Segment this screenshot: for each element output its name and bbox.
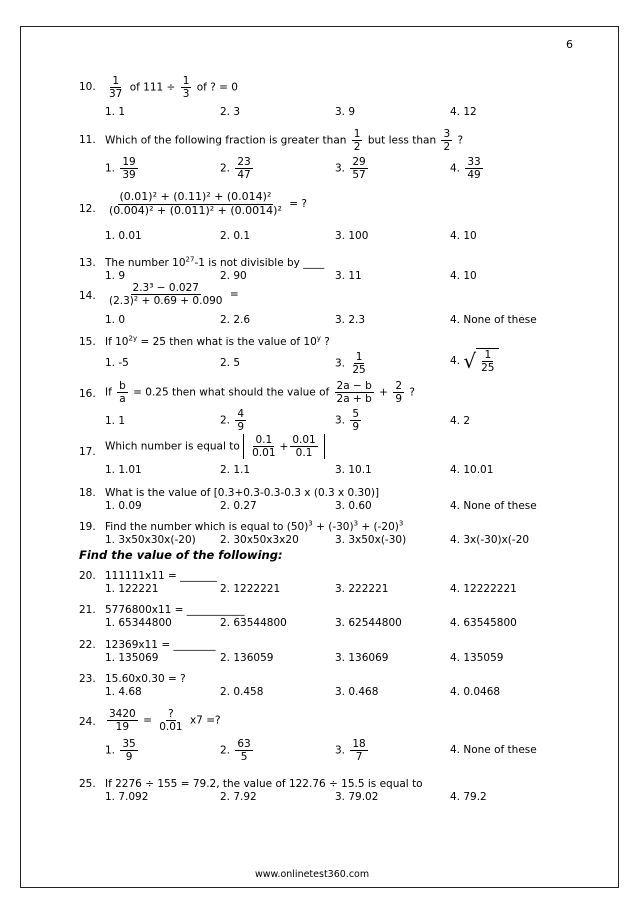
denominator: 39 xyxy=(122,169,136,182)
numerator: 19 xyxy=(122,156,136,168)
option-label: 1. xyxy=(105,162,116,175)
fraction xyxy=(441,128,452,153)
denominator: 0.1 xyxy=(295,447,313,460)
question-number: 10. xyxy=(79,81,96,93)
denominator: 0.01 xyxy=(159,721,183,734)
text: If 10 xyxy=(105,336,129,348)
denominator: 9 xyxy=(395,393,402,406)
option-3: 3. 62544800 xyxy=(335,617,402,629)
option-2: 2. 90 xyxy=(220,270,247,282)
option-1 xyxy=(105,738,140,763)
numerator: (0.01)² + (0.11)² + (0.014)² xyxy=(119,190,272,203)
denominator: 37 xyxy=(109,88,123,101)
option-4: 4. 3x(-30)x(-20 xyxy=(450,534,530,546)
option-3 xyxy=(335,351,370,376)
text: ? xyxy=(457,134,464,147)
option-3: 3. 10.1 xyxy=(335,464,372,476)
option-label: 3. xyxy=(335,414,346,427)
text: = xyxy=(229,288,239,301)
option-label: 4. xyxy=(450,355,461,368)
numerator: 33 xyxy=(467,156,481,168)
numerator: 1 xyxy=(182,75,190,87)
option-2: 2. 0.458 xyxy=(220,686,264,698)
option-4: 4. 135059 xyxy=(450,652,504,664)
question-text xyxy=(105,75,238,100)
question-number: 13. xyxy=(79,257,96,269)
numerator: 18 xyxy=(352,738,366,750)
question-text: 15.60x0.30 = ? xyxy=(105,673,186,685)
superscript: 2y xyxy=(128,334,138,343)
question-text xyxy=(105,282,239,307)
option-label: 2. xyxy=(220,414,231,427)
option-4: 4. None of these xyxy=(450,314,537,326)
fraction xyxy=(157,708,184,733)
option-4: 4. 0.0468 xyxy=(450,686,501,698)
numerator: 5 xyxy=(352,408,360,420)
numerator: 1 xyxy=(112,75,120,87)
superscript: y xyxy=(316,334,321,343)
denominator: 2 xyxy=(443,141,451,154)
option-label: 2. xyxy=(220,744,231,757)
option-4: 4. 10.01 xyxy=(450,464,494,476)
option-3: 3. 136069 xyxy=(335,652,389,664)
text: = 25 then what is the value of 10 xyxy=(140,336,317,348)
option-3: 3. 100 xyxy=(335,230,369,242)
numerator: 35 xyxy=(122,738,136,750)
option-2: 2. 2.6 xyxy=(220,314,251,326)
text: of ? = 0 xyxy=(196,81,238,94)
option-3: 3. 79.02 xyxy=(335,791,379,803)
question-text xyxy=(105,434,325,459)
denominator: 9 xyxy=(125,751,133,764)
question-number: 24. xyxy=(79,716,96,728)
numerator: 23 xyxy=(237,156,251,168)
option-1: 1. 1 xyxy=(105,415,126,427)
fraction xyxy=(290,434,317,459)
option-2: 2. 30x50x3x20 xyxy=(220,534,299,546)
option-3 xyxy=(335,408,363,433)
question-text xyxy=(105,380,415,405)
fraction xyxy=(107,708,138,733)
fraction xyxy=(352,128,363,153)
option-2: 2. 3 xyxy=(220,106,241,118)
denominator: 49 xyxy=(467,169,481,182)
option-4 xyxy=(450,156,485,181)
fraction xyxy=(107,282,225,307)
superscript: 3 xyxy=(398,519,404,528)
numerator: 63 xyxy=(237,738,251,750)
denominator: (0.004)² + (0.011)² + (0.0014)² xyxy=(109,203,282,217)
question-text: If 2276 ÷ 155 = 79.2, the value of 122.76 ÷ 15.5 is equal to xyxy=(105,778,423,790)
option-3: 3. 11 xyxy=(335,270,362,282)
option-3: 3. 222221 xyxy=(335,583,389,595)
option-3: 3. 2.3 xyxy=(335,314,366,326)
option-3: 3. 0.60 xyxy=(335,500,372,512)
denominator: 25 xyxy=(352,364,366,377)
option-2: 2. 7.92 xyxy=(220,791,257,803)
numerator: b xyxy=(119,380,126,392)
option-label: 2. xyxy=(220,162,231,175)
numerator: 1 xyxy=(484,349,492,361)
option-2: 2. 5 xyxy=(220,357,241,369)
question-number: 20. xyxy=(79,570,96,582)
option-3 xyxy=(335,156,370,181)
numerator: 1 xyxy=(355,351,363,363)
option-1: 1. 9 xyxy=(105,270,126,282)
fraction xyxy=(117,380,128,405)
question-number: 18. xyxy=(79,487,96,499)
option-2: 2. 0.27 xyxy=(220,500,257,512)
numerator: 2a − b xyxy=(336,380,372,392)
numerator: ? xyxy=(168,708,174,720)
option-4: 4. 12222221 xyxy=(450,583,517,595)
text: Which number is equal to xyxy=(105,440,240,453)
text: ? xyxy=(324,336,330,348)
question-text xyxy=(105,336,330,348)
denominator: 9 xyxy=(352,421,360,434)
option-4: 4. 10 xyxy=(450,270,477,282)
superscript: 3 xyxy=(353,519,359,528)
text: Find the number which is equal to (50) xyxy=(105,521,309,533)
option-1: 1. 0 xyxy=(105,314,126,326)
denominator: 25 xyxy=(481,362,495,375)
option-label: 4. xyxy=(450,162,461,175)
numerator: 0.01 xyxy=(292,434,316,446)
denominator: 57 xyxy=(352,169,366,182)
numerator: 1 xyxy=(353,128,361,140)
question-text xyxy=(105,191,307,217)
text: ? xyxy=(409,386,415,399)
question-number: 21. xyxy=(79,604,96,616)
fraction xyxy=(181,75,192,100)
text: x7 =? xyxy=(189,714,221,727)
denominator: (2.3)² + 0.69 + 0.090 xyxy=(109,295,223,308)
numerator: 0.1 xyxy=(255,434,273,446)
option-2: 2. 0.1 xyxy=(220,230,251,242)
option-1: 1. 7.092 xyxy=(105,791,149,803)
text: -1 is not divisible by ____ xyxy=(194,257,325,269)
option-label: 1. xyxy=(105,744,116,757)
option-2 xyxy=(220,156,255,181)
text: Which of the following fraction is greater than xyxy=(105,134,347,147)
square-root: √ $\frac{1}{25}$ xyxy=(463,348,498,374)
question-number: 11. xyxy=(79,134,96,146)
option-4 xyxy=(450,348,499,374)
option-2: 2. 1.1 xyxy=(220,464,251,476)
denominator: 0.01 xyxy=(252,447,276,460)
denominator: 47 xyxy=(237,169,251,182)
option-3: 3. 9 xyxy=(335,106,356,118)
denominator: 3 xyxy=(182,88,190,101)
question-text: 5776800x11 = ___________ xyxy=(105,604,245,616)
option-4: 4. 63545800 xyxy=(450,617,517,629)
question-number: 22. xyxy=(79,639,96,651)
option-4: 4. 2 xyxy=(450,415,471,427)
option-3: 3. 0.468 xyxy=(335,686,379,698)
operator: + xyxy=(279,440,289,453)
option-4: 4. 79.2 xyxy=(450,791,487,803)
numerator: 3420 xyxy=(109,708,136,720)
option-4: 4. 10 xyxy=(450,230,477,242)
question-number: 12. xyxy=(79,203,96,215)
option-1: 1. 135069 xyxy=(105,652,159,664)
option-4: 4. None of these xyxy=(450,500,537,512)
page-number: 6 xyxy=(566,38,573,51)
option-1: 1. 1.01 xyxy=(105,464,142,476)
denominator: 7 xyxy=(355,751,363,764)
denominator: 2a + b xyxy=(336,393,372,406)
text: = ? xyxy=(289,198,307,211)
question-number: 17. xyxy=(79,446,96,458)
question-text xyxy=(105,128,463,153)
option-2 xyxy=(220,738,255,763)
option-1: 1. 122221 xyxy=(105,583,159,595)
text: If xyxy=(105,386,112,399)
option-2: 2. 63544800 xyxy=(220,617,287,629)
option-1: 1. 1 xyxy=(105,106,126,118)
question-number: 15. xyxy=(79,336,96,348)
option-4: 4. 12 xyxy=(450,106,477,118)
option-2: 2. 136059 xyxy=(220,652,274,664)
denominator: 19 xyxy=(115,721,130,734)
denominator: a xyxy=(119,393,126,406)
option-1 xyxy=(105,156,140,181)
question-number: 19. xyxy=(79,521,96,533)
option-1: 1. 0.09 xyxy=(105,500,142,512)
option-label: 3. xyxy=(335,357,346,370)
denominator: 9 xyxy=(237,421,245,434)
question-number: 23. xyxy=(79,673,96,685)
superscript: 27 xyxy=(185,255,195,264)
fraction xyxy=(107,75,124,100)
question-number: 16. xyxy=(79,388,96,400)
denominator: 2 xyxy=(353,141,361,154)
text: + (-20) xyxy=(361,521,399,533)
option-1: 1. 4.68 xyxy=(105,686,142,698)
question-number: 25. xyxy=(79,778,96,790)
fraction xyxy=(393,380,404,405)
text: The number 10 xyxy=(105,257,186,269)
question-text: 111111x11 = _______ xyxy=(105,570,217,582)
numerator: 3 xyxy=(443,128,451,140)
numerator: 4 xyxy=(237,408,245,420)
option-1: 1. 0.01 xyxy=(105,230,142,242)
superscript: 3 xyxy=(308,519,313,528)
operator: = xyxy=(143,714,152,727)
question-text: 12369x11 = ________ xyxy=(105,639,216,651)
option-1: 1. 3x50x30x(-20) xyxy=(105,534,196,546)
option-label: 3. xyxy=(335,744,346,757)
option-4: 4. None of these xyxy=(450,744,537,756)
fraction xyxy=(107,191,284,217)
numerator: 2 xyxy=(395,380,402,392)
option-label: 3. xyxy=(335,162,346,175)
numerator: 29 xyxy=(352,156,366,168)
bracket-expression xyxy=(243,434,325,459)
text: + (-30) xyxy=(316,521,354,533)
denominator: 5 xyxy=(240,751,248,764)
section-heading: Find the value of the following: xyxy=(79,548,283,562)
option-2: 2. 1222221 xyxy=(220,583,281,595)
option-3: 3. 3x50x(-30) xyxy=(335,534,407,546)
question-text: What is the value of [0.3+0.3-0.3-0.3 x (0.3 x 0.30)] xyxy=(105,487,380,499)
option-1: 1. -5 xyxy=(105,357,129,369)
numerator: 2.3³ − 0.027 xyxy=(132,282,199,294)
operator: + xyxy=(379,386,388,399)
footer-url[interactable]: www.onlinetest360.com xyxy=(255,869,370,880)
option-3 xyxy=(335,738,370,763)
question-text xyxy=(105,521,403,533)
text: of 111 ÷ xyxy=(129,81,176,94)
fraction xyxy=(335,380,374,405)
fraction xyxy=(250,434,277,459)
question-number: 14. xyxy=(79,290,96,302)
question-text xyxy=(105,708,221,733)
option-2 xyxy=(220,408,248,433)
text: = 0.25 then what should the value of xyxy=(133,386,330,399)
question-text xyxy=(105,257,324,269)
option-1: 1. 65344800 xyxy=(105,617,172,629)
text: but less than xyxy=(367,134,437,147)
